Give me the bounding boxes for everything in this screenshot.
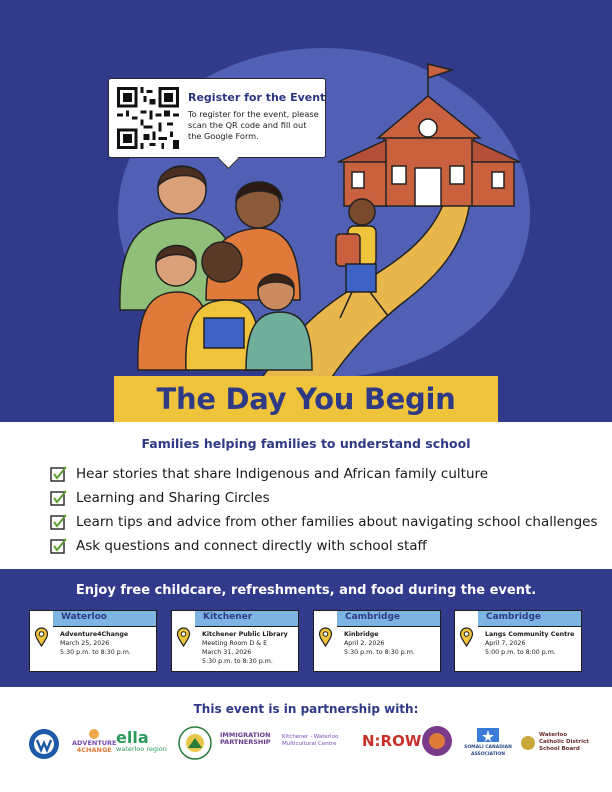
partner-logo-kinbridge-circle: [420, 724, 454, 762]
map-pin-icon: [459, 627, 474, 647]
event-subtitle: Families helping families to understand school: [141, 436, 471, 451]
qr-code-icon[interactable]: [117, 87, 179, 149]
location-venue: Langs Community Centre: [485, 631, 575, 638]
location-venue: Adventure4Change: [60, 631, 129, 638]
registration-instructions: To register for the event, please scan the QR code and fill out the Google Form.: [188, 109, 319, 141]
family-group: [120, 166, 312, 370]
locations-heading: Enjoy free childcare, refreshments, and food during the event.: [75, 583, 537, 598]
location-city: Cambridge: [345, 612, 401, 622]
location-city: Waterloo: [61, 612, 107, 622]
checkbox-check-icon: [50, 465, 68, 483]
benefit-text: Hear stories that share Indigenous and African family culture: [76, 466, 489, 482]
partner-logo-immigration-partnership: IMMIGRATION PARTNERSHIP: [220, 731, 271, 746]
location-city: Kitchener: [203, 612, 253, 622]
checkbox-check-icon: [50, 513, 68, 531]
partner-logo-kwmc: Kitchener - Waterloo Multicultural Centre: [282, 734, 339, 747]
benefit-item: [50, 534, 597, 558]
benefit-item: [50, 462, 597, 486]
location-venue: Kitchener Public Library: [202, 631, 288, 638]
benefit-text: Learning and Sharing Circles: [76, 490, 270, 506]
checkbox-check-icon: [50, 489, 68, 507]
partner-logo-seal: [178, 726, 212, 760]
location-tab: [337, 611, 440, 627]
location-venue: Kinbridge: [344, 631, 379, 638]
registration-callout: [108, 78, 326, 158]
location-card-kinbridge: [313, 610, 441, 672]
partner-logo-wcdsb: Waterloo Catholic District School Board: [520, 732, 592, 753]
location-tab: [53, 611, 156, 627]
location-detail: April 2, 2026: [344, 640, 385, 647]
location-detail: 5:30 p.m. to 8:30 p.m.: [202, 658, 273, 665]
location-city: Cambridge: [486, 612, 542, 622]
location-card-kitchener: [171, 610, 299, 672]
location-tab: [478, 611, 581, 627]
event-title: The Day You Begin: [156, 382, 456, 416]
location-tab: [195, 611, 298, 627]
partner-logo-nrow: N:ROW: [362, 732, 422, 750]
location-detail: 5:30 p.m. to 8:30 p.m.: [344, 649, 415, 656]
map-pin-icon: [176, 627, 191, 647]
school-building: [338, 64, 520, 206]
partners-heading: This event is in partnership with:: [193, 702, 419, 716]
registration-title: Register for the Event: [188, 91, 326, 104]
location-card-langs: [454, 610, 582, 672]
location-detail: Meeting Room D & E: [202, 640, 268, 647]
map-pin-icon: [34, 627, 49, 647]
benefits-list: [50, 462, 597, 558]
location-detail: March 31, 2026: [202, 649, 252, 656]
partner-logos: [20, 722, 592, 766]
partner-logo-ella: ella waterloo region: [116, 728, 167, 753]
partner-logo-adventure4change: ADVENTURE 4CHANGE: [72, 728, 117, 754]
benefit-item: [50, 510, 597, 534]
location-detail: 5:30 p.m. to 8:30 p.m.: [60, 649, 131, 656]
locations-band: [0, 569, 612, 687]
location-detail: 5:00 p.m. to 8:00 p.m.: [485, 649, 556, 656]
title-banner: [114, 376, 498, 422]
location-card-waterloo: [29, 610, 157, 672]
location-detail: March 25, 2026: [60, 640, 110, 647]
checkbox-check-icon: [50, 537, 68, 555]
partner-logo-somali-canadian: SOMALI CANADIAN ASSOCIATION: [460, 726, 516, 758]
benefit-text: Ask questions and connect directly with school staff: [76, 538, 427, 554]
map-pin-icon: [318, 627, 333, 647]
partner-logo-circle: [28, 728, 60, 760]
benefit-text: Learn tips and advice from other families about navigating school challenges: [76, 514, 598, 530]
location-detail: April 7, 2026: [485, 640, 526, 647]
benefit-item: [50, 486, 597, 510]
